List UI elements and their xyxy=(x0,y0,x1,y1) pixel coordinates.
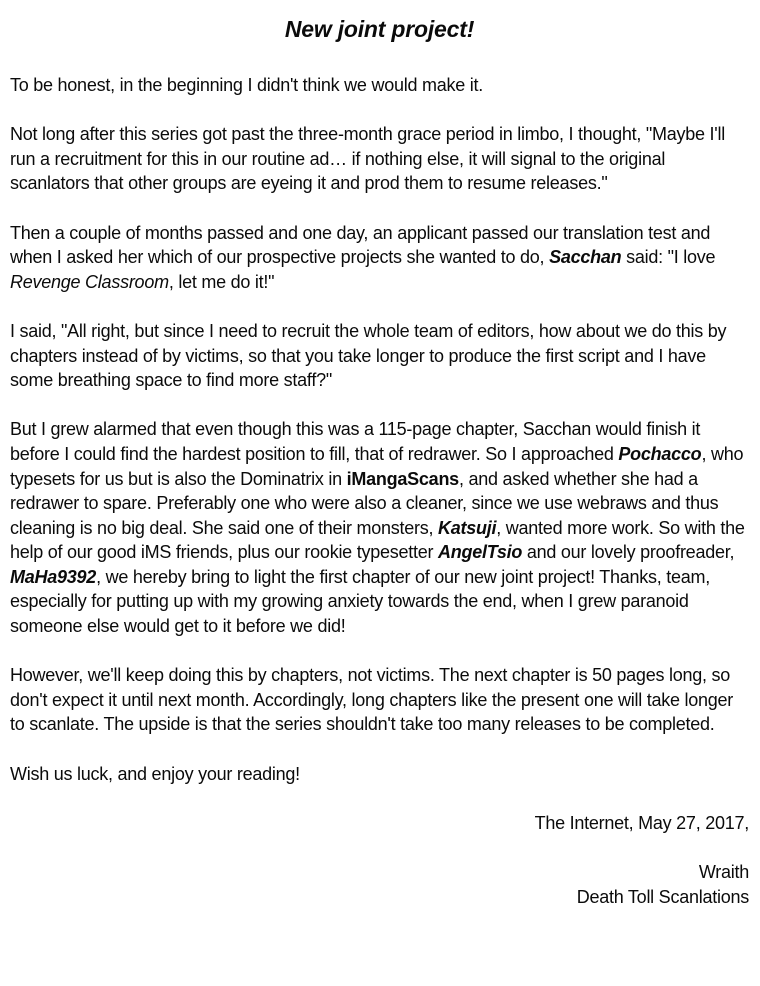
text-segment: , we hereby bring to light the first chapter of our new joint project! Thanks, team, especially for putting up with my growing anxiety towards the end, when I grew paranoid someone else would get to it before we did! xyxy=(10,566,711,637)
signoff-block xyxy=(10,811,749,909)
author-name: Wraith xyxy=(698,862,749,882)
emphasized-name: AngelTsio xyxy=(438,542,523,563)
text-segment: I said, "All right, but since I need to recruit the whole team of editors, how about we do this by chapters instead of by victims, so that you take longer to produce the first script and I have some breathing space to find more staff?" xyxy=(10,320,727,391)
paragraph xyxy=(10,417,749,638)
emphasized-name: Katsuji xyxy=(438,517,497,538)
dateline: The Internet, May 27, 2017, xyxy=(534,812,749,833)
page-title: New joint project! xyxy=(284,16,475,42)
text-segment: and our lovely proofreader, xyxy=(522,542,735,563)
text-segment: However, we'll keep doing this by chapters, not victims. The next chapter is 50 pages long, so don't expect it until next month. Accordingly, long chapters like the present one will take longer to scanlate. The upside is that the series shouldn't take too many releases to be completed. xyxy=(10,665,734,735)
text-segment: , let me do it!" xyxy=(168,271,275,292)
text-segment: , and asked whether she had a redrawer to spare. Preferably one who were also a cleaner, since we use webraws and thus cleaning is no big deal. She said one of their monsters, xyxy=(10,468,719,538)
text-segment: said: "I love xyxy=(621,247,716,268)
text-segment: Not long after this series got past the three-month grace period in limbo, I thought, "Maybe I'll run a recruitment for this in our routine ad… if nothing else, it will signal to the original scanlators that other groups are eyeing it and prod them to resume releases." xyxy=(10,124,725,194)
text-segment: , wanted more work. So with the help of our good iMS friends, plus our rookie typesetter xyxy=(10,517,745,563)
emphasized-name: iMangaScans xyxy=(346,468,459,489)
paragraph xyxy=(10,663,749,737)
paragraph xyxy=(10,319,749,393)
paragraph xyxy=(10,221,749,295)
paragraph xyxy=(10,762,749,787)
text-segment: But I grew alarmed that even though this was a 115-page chapter, Sacchan would finish it before I could find the hardest position to fill, that of redrawer. So I approached xyxy=(10,419,701,464)
letter-body xyxy=(10,73,749,786)
text-segment: Then a couple of months passed and one day, an applicant passed our translation test and when I asked her which of our prospective projects she wanted to do, xyxy=(10,222,711,268)
emphasized-name: Pochacco xyxy=(618,443,702,464)
group-name: Death Toll Scanlations xyxy=(576,886,749,907)
emphasized-name: Sacchan xyxy=(549,247,622,268)
text-segment: , who typesets for us but is also the Dominatrix in xyxy=(10,443,744,489)
emphasized-name: Revenge Classroom xyxy=(10,271,169,292)
paragraph xyxy=(10,73,749,98)
paragraph xyxy=(10,122,749,196)
emphasized-name: MaHa9392 xyxy=(10,566,97,587)
text-segment: To be honest, in the beginning I didn't think we would make it. xyxy=(10,75,483,95)
text-segment: Wish us luck, and enjoy your reading! xyxy=(10,763,300,784)
